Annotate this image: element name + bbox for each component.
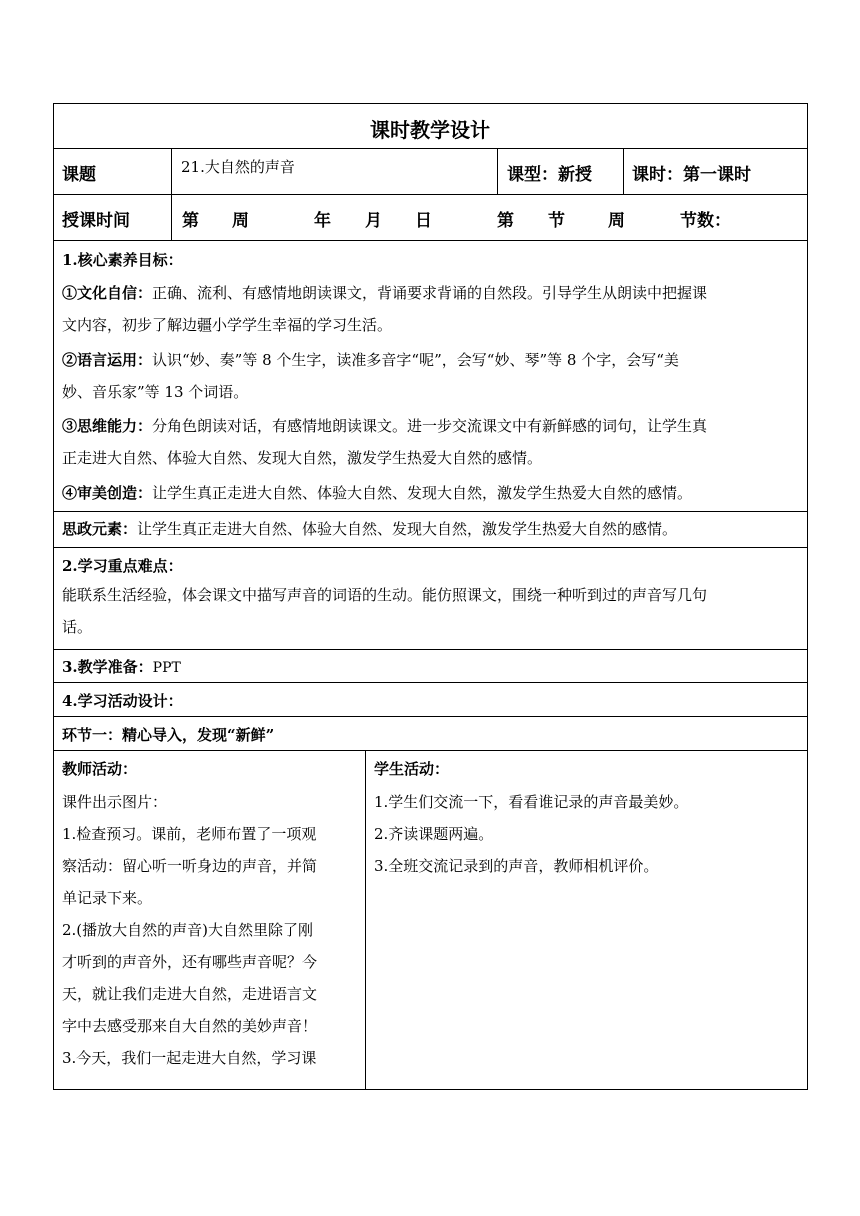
col-divider: [497, 148, 498, 194]
key-points-heading: 2.学习重点难点：: [62, 557, 183, 575]
teacher-heading: 教师活动：: [62, 760, 138, 778]
goal-item: [62, 477, 692, 509]
row-divider: [53, 240, 807, 241]
lesson-period: 课时：第一课时: [632, 165, 751, 185]
goal-label: ④审美创造：: [62, 484, 153, 502]
row-divider: [53, 547, 807, 548]
ideology-label: 思政元素：: [62, 520, 138, 538]
time-field-week-no: 第: [182, 211, 199, 231]
col-divider: [623, 148, 624, 194]
goal-text: 认识“妙、奏”等 8 个生字，读准多音字“呢”，会写“妙、琴”等 8 个字，会写“美: [152, 351, 679, 369]
row-divider: [53, 750, 807, 751]
time-field-weekday: 周: [608, 211, 625, 231]
teacher-line: 3.今天，我们一起走进大自然，学习课: [62, 1049, 317, 1067]
row-divider: [53, 649, 807, 650]
student-line: 3.全班交流记录到的声音，教师相机评价。: [374, 857, 659, 875]
teacher-line: 字中去感受那来自大自然的美妙声音！: [62, 1017, 318, 1035]
ideology-text: 让学生真正走进大自然、体验大自然、发现大自然，激发学生热爱大自然的感情。: [137, 520, 678, 538]
goal-item: [62, 277, 707, 341]
page-title: 课时教学设计: [370, 118, 490, 142]
time-field-month: 月: [365, 211, 382, 231]
key-points-text: [62, 579, 707, 643]
goal-label: ③思维能力：: [62, 417, 153, 435]
time-field-day: 日: [415, 211, 432, 231]
lesson-type: 课型：新授: [507, 165, 592, 185]
topic-value: 21.大自然的声音: [181, 158, 295, 176]
key-points-line: 能联系生活经验，体会课文中描写声音的词语的生动。能仿照课文，围绕一种听到过的声音写几句: [62, 586, 708, 604]
teacher-line: 课件出示图片：: [62, 793, 168, 811]
time-field-year: 年: [314, 211, 331, 231]
time-field-period: 节: [548, 211, 565, 231]
goal-text: 正走进大自然、体验大自然、发现大自然，激发学生热爱大自然的感情。: [62, 449, 543, 467]
time-field-period-no: 第: [497, 211, 514, 231]
student-heading: 学生活动：: [374, 760, 450, 778]
student-line: 2.齐读课题两遍。: [374, 825, 494, 843]
activity-heading: 4.学习活动设计：: [62, 692, 183, 710]
goal-item: [62, 410, 707, 474]
row-divider: [53, 716, 807, 717]
goals-heading: 1.核心素养目标：: [62, 251, 183, 269]
topic-label: 课题: [62, 165, 96, 185]
ideology-row: [62, 518, 677, 539]
col-divider: [171, 148, 172, 240]
row-divider: [53, 148, 807, 149]
col-divider: [365, 750, 366, 1090]
goal-label: ②语言运用：: [62, 351, 153, 369]
teacher-line: 单记录下来。: [62, 889, 153, 907]
row-divider: [53, 511, 807, 512]
teacher-line: 察活动：留心听一听身边的声音，并简: [62, 857, 318, 875]
time-label: 授课时间: [62, 211, 130, 231]
row-divider: [53, 194, 807, 195]
goal-label: ①文化自信：: [62, 284, 153, 302]
key-points-line: 话。: [62, 618, 93, 636]
goal-text: 让学生真正走进大自然、体验大自然、发现大自然，激发学生热爱大自然的感情。: [152, 484, 693, 502]
student-line: 1.学生们交流一下，看看谁记录的声音最美妙。: [374, 793, 689, 811]
goal-text: 妙、音乐家”等 13 个词语。: [62, 383, 249, 401]
goal-text: 正确、流利、有感情地朗读课文，背诵要求背诵的自然段。引导学生从朗读中把握课: [152, 284, 708, 302]
prep-label: 3.教学准备：: [62, 658, 153, 676]
teacher-line: 2.(播放大自然的声音)大自然里除了刚: [62, 921, 314, 939]
goal-item: [62, 344, 679, 408]
row-divider: [53, 682, 807, 683]
teacher-activities: [62, 786, 317, 1074]
time-field-week: 周: [232, 211, 249, 231]
goal-text: 分角色朗读对话，有感情地朗读课文。进一步交流课文中有新鲜感的词句，让学生真: [152, 417, 708, 435]
prep-row: [62, 656, 181, 677]
segment-title: 环节一：精心导入，发现“新鲜”: [62, 726, 275, 744]
teacher-line: 才听到的声音外，还有哪些声音呢？今: [62, 953, 318, 971]
teacher-line: 天，就让我们走进大自然，走进语言文: [62, 985, 318, 1003]
prep-value: PPT: [152, 660, 181, 676]
teacher-line: 1.检查预习。课前，老师布置了一项观: [62, 825, 317, 843]
time-field-period-count: 节数：: [680, 211, 731, 231]
goal-text: 文内容，初步了解边疆小学学生幸福的学习生活。: [62, 316, 393, 334]
student-activities: [374, 786, 688, 882]
